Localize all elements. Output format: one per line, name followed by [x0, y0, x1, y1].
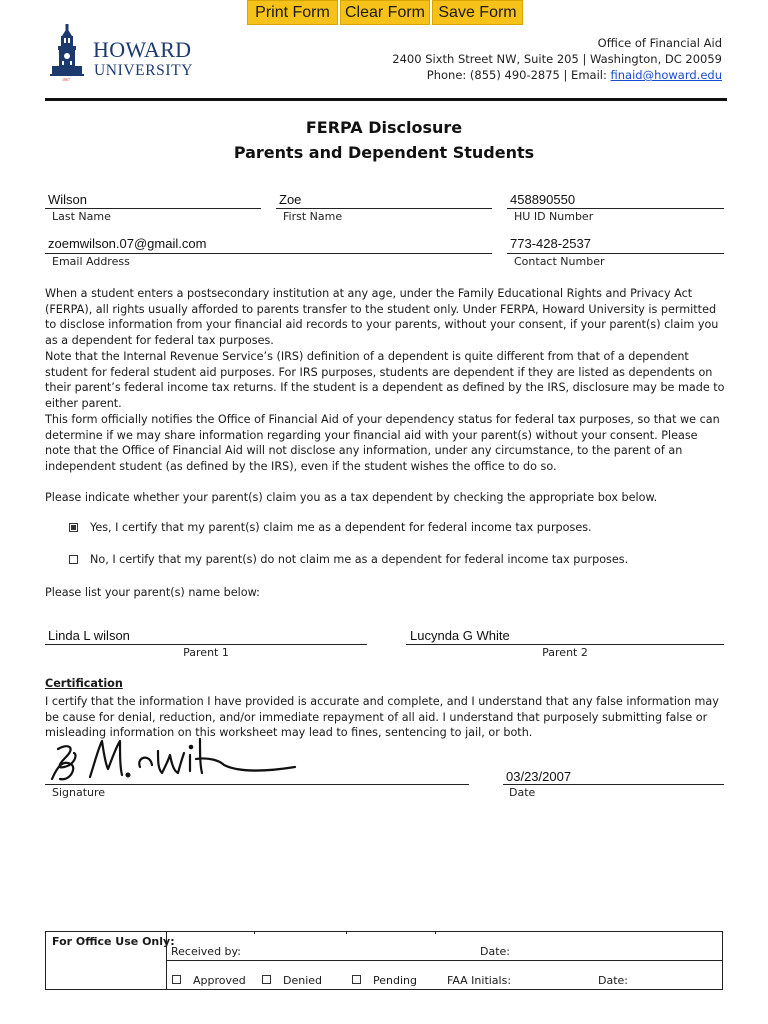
form-title: FERPA Disclosure: [305, 118, 463, 137]
date-input[interactable]: [506, 767, 720, 785]
parent2-input[interactable]: [410, 626, 720, 644]
first-name-input[interactable]: [279, 190, 489, 208]
notification-paragraph: This form officially notifies the Office of Financial Aid of your dependency status for federal tax purposes, so that we can determine if we may share information regarding your financial aid with your parent(s) without your consent. Please note that the Office of Financial Aid will not disclose any information, under any circumstance, to the parent of an independent student (as defined by the IRS), even if the student wishes the office to do so.: [45, 413, 720, 473]
email-input[interactable]: [48, 234, 488, 252]
parent1-input[interactable]: [48, 626, 358, 644]
certification-heading: Certification: [45, 677, 123, 690]
signature-image[interactable]: [50, 735, 300, 785]
ferpa-paragraph: When a student enters a postsecondary institution at any age, under the Family Educational Rights and Privacy Act (FERPA), all rights usually afforded to parents transfer to the student only. Under FERPA, Howard University is permitted to disclose information from your financial aid records to your parents, without your consent, if your parent(s) claim you as a dependent for federal tax purposes.: [45, 287, 719, 347]
faa-initials-label: FAA Initials:: [447, 974, 512, 987]
phone-text: Phone: (855) 490-2875 | Email:: [426, 68, 611, 82]
office-name: Office of Financial Aid: [597, 36, 722, 50]
signature-label: Signature: [52, 786, 106, 799]
email-link[interactable]: finaid@howard.edu: [610, 68, 722, 82]
contact-number-label: Contact Number: [514, 255, 605, 268]
instruction-paragraph: Please indicate whether your parent(s) claim you as a tax dependent by checking the appropriate box below.: [45, 491, 658, 504]
hu-id-underline: [507, 208, 724, 209]
logo-howard-text: HOWARD: [93, 37, 192, 62]
save-form-button[interactable]: Save Form: [432, 0, 523, 25]
date-label: Date: [509, 786, 536, 799]
clear-form-button[interactable]: Clear Form: [340, 0, 430, 25]
email-label: Email Address: [52, 255, 130, 268]
denied-checkbox[interactable]: [262, 975, 271, 984]
pending-label: Pending: [373, 974, 417, 987]
email-underline: [45, 253, 492, 254]
first-name-underline: [276, 208, 492, 209]
parent1-label: Parent 1: [183, 646, 229, 659]
header-divider: [45, 98, 727, 101]
howard-tower-logo-icon: [50, 24, 84, 80]
parent2-underline: [406, 644, 724, 645]
approved-checkbox[interactable]: [172, 975, 181, 984]
form-subtitle: Parents and Dependent Students: [233, 143, 535, 162]
date-underline: [503, 784, 724, 785]
certification-text: I certify that the information I have provided is accurate and complete, and I understand that any false information may be cause for denial, reduction, and/or immediate repayment of all aid. I understand that purposely submitting false or misleading information on this worksheet may lead to fines, sentencing to jail, or both.: [45, 695, 719, 739]
signature-underline: [45, 784, 469, 785]
office-phone-email: [427, 68, 722, 82]
office-address: 2400 Sixth Street NW, Suite 205 | Washington, DC 20059: [392, 52, 722, 66]
contact-number-underline: [507, 253, 724, 254]
contact-number-input[interactable]: [510, 234, 720, 252]
no-dependent-checkbox[interactable]: [69, 555, 78, 564]
irs-paragraph: Note that the Internal Revenue Service’s (IRS) definition of a dependent is quite different from that of a dependent student for federal student aid purposes. For IRS purposes, students are dependent if they are listed as dependents on their parent’s federal income tax returns. If the student is a dependent as defined by the IRS, disclosure may be made to either parent.: [45, 350, 725, 410]
yes-dependent-checkbox[interactable]: [69, 523, 78, 532]
yes-dependent-label: Yes, I certify that my parent(s) claim me as a dependent for federal income tax purposes.: [90, 521, 592, 534]
parent2-label: Parent 2: [542, 646, 588, 659]
print-form-button[interactable]: Print Form: [247, 0, 338, 25]
pending-checkbox[interactable]: [352, 975, 361, 984]
first-name-label: First Name: [283, 210, 343, 223]
office-use-table: [45, 931, 723, 990]
last-name-label: Last Name: [52, 210, 111, 223]
denied-label: Denied: [283, 974, 323, 987]
last-name-input[interactable]: [48, 190, 258, 208]
last-name-underline: [45, 208, 261, 209]
logo-university-text: UNIVERSITY: [94, 62, 193, 79]
hu-id-input[interactable]: [510, 190, 720, 208]
parent1-underline: [45, 644, 367, 645]
office-use-heading: For Office Use Only:: [52, 935, 175, 948]
office-table-tick: [254, 932, 255, 934]
no-dependent-label: No, I certify that my parent(s) do not claim me as a dependent for federal income tax purposes.: [90, 553, 629, 566]
faa-date-label: Date:: [598, 974, 628, 987]
received-date-label: Date:: [480, 945, 510, 958]
office-table-divider-horizontal: [166, 960, 722, 961]
parents-prompt: Please list your parent(s) name below:: [45, 586, 260, 599]
logo-year: 1867: [62, 77, 70, 82]
office-table-tick: [435, 932, 436, 934]
approved-label: Approved: [193, 974, 246, 987]
received-by-label: Received by:: [171, 945, 241, 958]
office-table-tick: [346, 932, 347, 934]
hu-id-label: HU ID Number: [514, 210, 594, 223]
